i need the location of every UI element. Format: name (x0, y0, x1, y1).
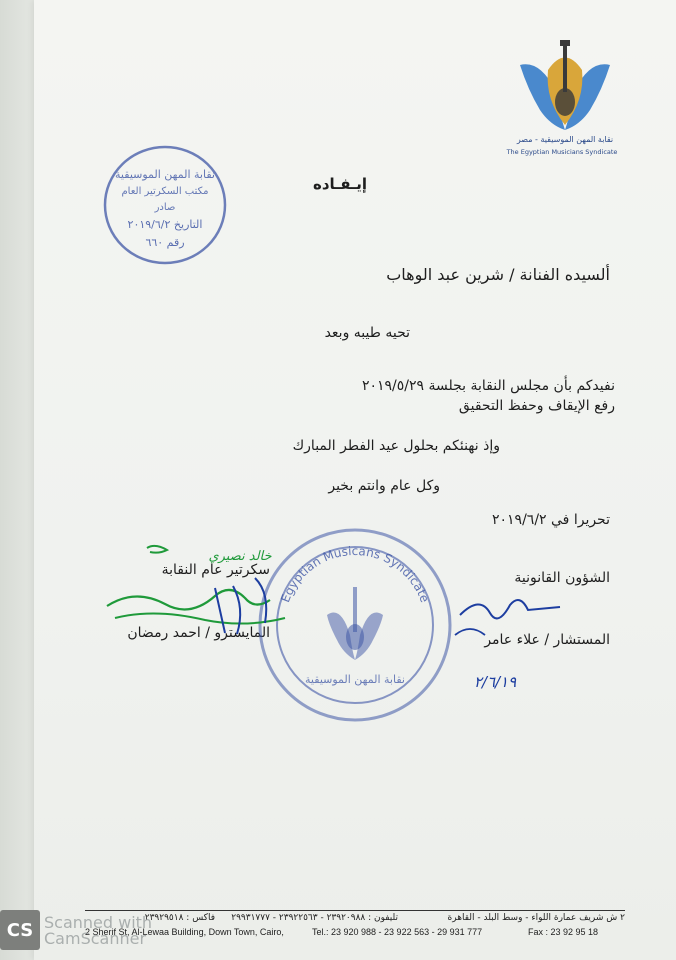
logo-english-name: The Egyptian Musicians Syndicate (506, 148, 618, 156)
letter-date: تحريرا في ٢٠١٩/٦/٢ (492, 512, 610, 528)
footer-arabic-address: ٢ ش شريف عمارة اللواء - وسط البلد - القاهرة (447, 913, 625, 923)
letter-addressee: ألسيده الفنانة / شرين عبد الوهاب (386, 265, 610, 284)
stamp-small-line2: مكتب السكرتير العام (121, 186, 209, 197)
letter-greeting: تحيه طيبه وبعد (324, 325, 410, 341)
legal-advisor-signature (450, 585, 580, 695)
legal-advisor-name: المستشار / علاء عامر (484, 632, 610, 648)
footer-english-address: 2 Sherif St, Al-Lewaa Building, Down Town, Cairo, (85, 927, 284, 937)
incoming-stamp (100, 140, 230, 270)
legal-department: الشؤون القانونية (514, 570, 610, 586)
letter-body-line1: نفيدكم بأن مجلس النقابة بجلسة ٢٠١٩/٥/٢٩ (361, 378, 615, 394)
secretary-general-name: المايسترو / احمد رمضان (127, 625, 270, 641)
green-handwritten-name: خالد نصيري (208, 549, 272, 564)
letter-body-line3: وإذ نهنئكم بحلول عيد الفطر المبارك (292, 438, 500, 454)
footer-english-fax: Fax : 23 92 95 18 (528, 927, 599, 937)
stamp-inner-text: نقابة المهن الموسيقية (305, 673, 405, 686)
letter-subject: إيـفـاده (312, 175, 367, 193)
letter-body-line4: وكل عام وانتم بخير (328, 478, 440, 494)
camscanner-badge: CS (0, 910, 40, 950)
scanner-line1: Scanned with (44, 913, 153, 932)
syndicate-logo (500, 30, 630, 160)
stamp-small-line3: صادر (154, 202, 176, 213)
footer-english-tel: Tel.: 23 920 988 - 23 922 563 - 29 931 777 (312, 927, 483, 937)
stamp-outer-text: Egyptian Musicans Syndicate (278, 543, 432, 605)
logo-arabic-name: نقابة المهن الموسيقية - مصر (516, 135, 614, 144)
secretary-general-title: سكرتير عام النقابة (161, 562, 270, 578)
blue-handwritten-date: ٢/٦/١٩ (473, 673, 517, 691)
camscanner-watermark (44, 915, 152, 947)
footer-arabic-fax: فاكس : ٢٣٩٢٩٥١٨ (144, 913, 215, 923)
page-left-edge (0, 0, 34, 960)
stamp-small-line1: نقابة المهن الموسيقية (115, 168, 215, 181)
footer-arabic-phones: تليفون : ٢٣٩٢٠٩٨٨ - ٢٣٩٢٢٥٦٣ - ٢٩٩٣١٧٧٧ (231, 913, 398, 923)
stamp-small-line5: رقم ٦٦٠ (145, 236, 185, 249)
footer-divider (85, 910, 625, 911)
stamp-small-line4: التاريخ ٢٠١٩/٦/٢ (127, 218, 203, 231)
scanner-line2: CamScanner (44, 929, 147, 948)
letter-body-line2: رفع الإيقاف وحفظ التحقيق (458, 398, 615, 414)
secretary-signature (95, 538, 295, 648)
